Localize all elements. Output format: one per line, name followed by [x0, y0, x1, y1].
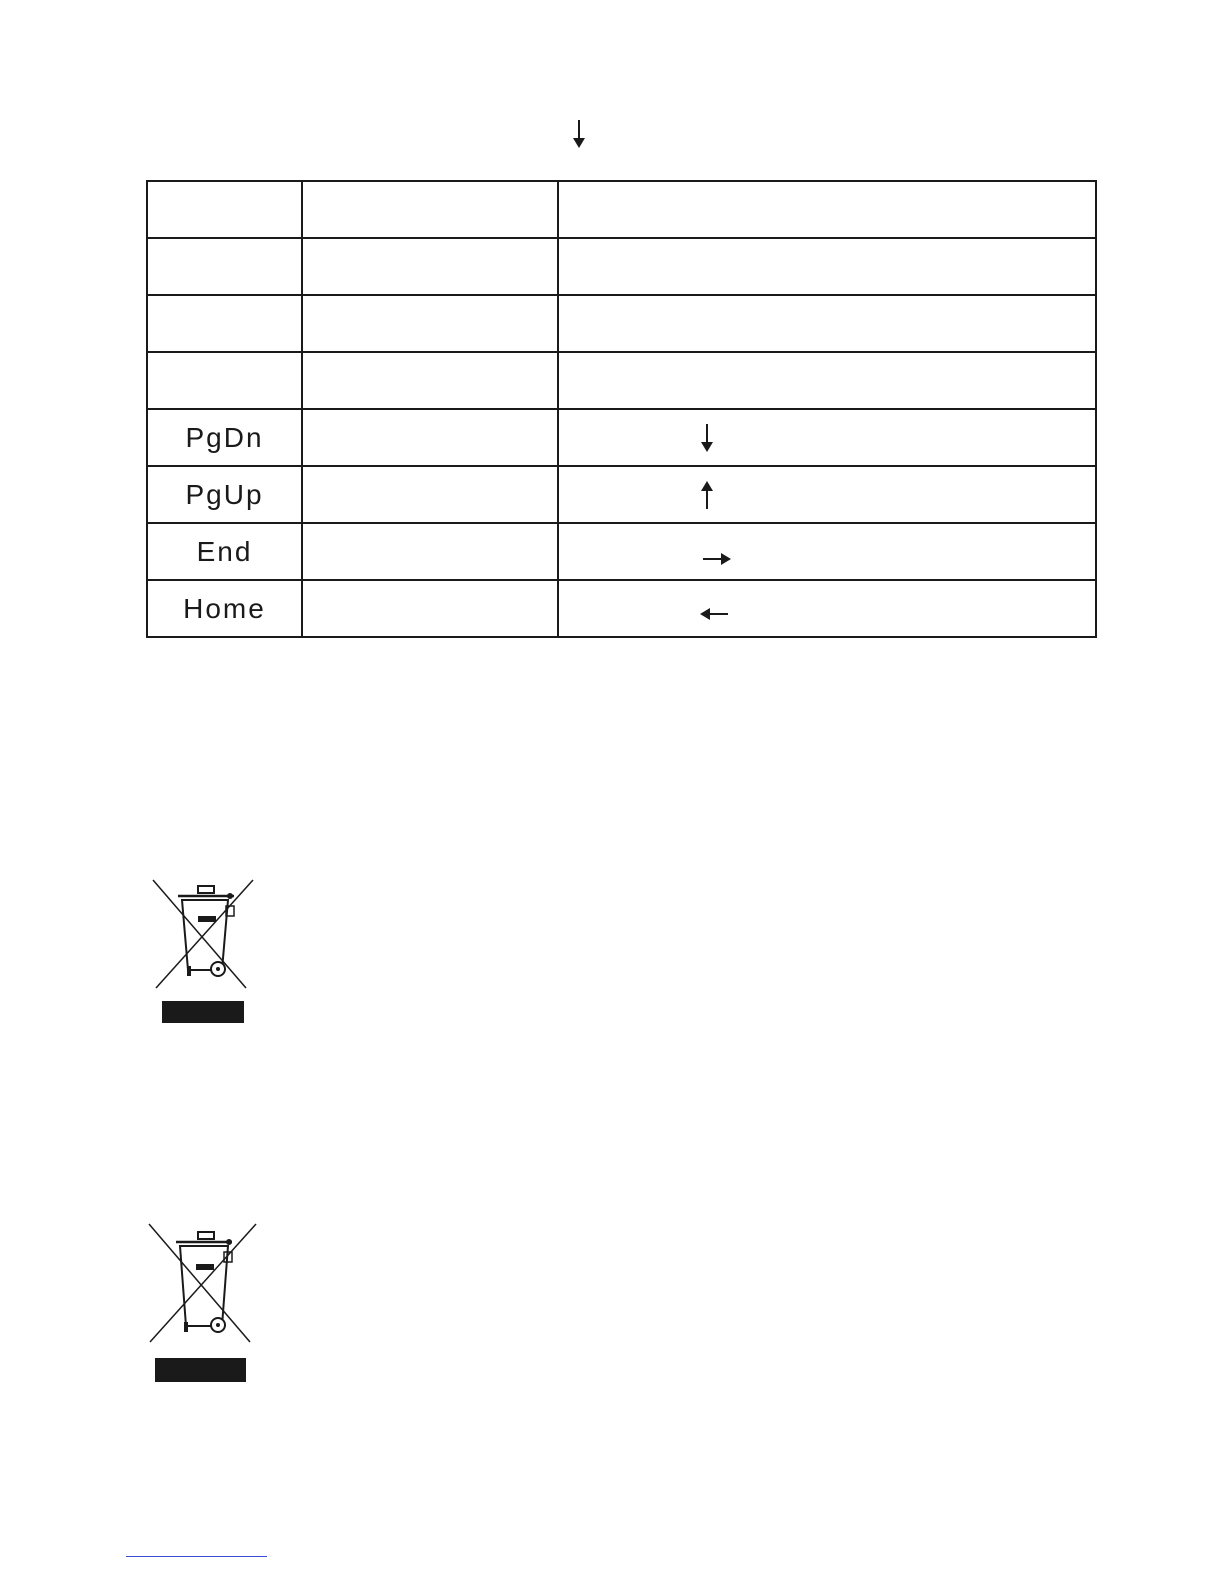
function-cell: [302, 352, 558, 409]
table-row: [147, 523, 1096, 580]
key-cell: [147, 238, 302, 295]
key-cell: Home: [147, 580, 302, 637]
description-cell: [558, 295, 1096, 352]
link-underline: [126, 1556, 267, 1557]
description-cell: [558, 523, 1096, 580]
arrow-right-icon: [701, 551, 733, 567]
description-cell: [558, 466, 1096, 523]
key-cell: PgDn: [147, 409, 302, 466]
key-cell: End: [147, 523, 302, 580]
description-cell: [558, 409, 1096, 466]
function-cell: [302, 238, 558, 295]
arrow-left-icon: [698, 606, 730, 622]
table-row: [147, 580, 1096, 637]
table-row: [147, 352, 1096, 409]
crossed-out-wheelie-bin-icon: [146, 1222, 258, 1384]
key-cell: [147, 181, 302, 238]
key-cell: [147, 295, 302, 352]
key-cell: PgUp: [147, 466, 302, 523]
description-cell: [558, 580, 1096, 637]
function-cell: [302, 409, 558, 466]
table-row: [147, 181, 1096, 238]
key-cell: [147, 352, 302, 409]
function-cell: [302, 580, 558, 637]
function-cell: [302, 466, 558, 523]
key-function-table: [146, 180, 1097, 638]
function-cell: [302, 295, 558, 352]
crossed-out-wheelie-bin-icon: [150, 878, 256, 1026]
table-row: [147, 466, 1096, 523]
table-row: [147, 238, 1096, 295]
description-cell: [558, 238, 1096, 295]
arrow-up-icon: [699, 479, 715, 511]
arrow-down-icon: [568, 118, 590, 150]
arrow-down-icon: [699, 422, 715, 454]
table-row: [147, 295, 1096, 352]
description-cell: [558, 181, 1096, 238]
description-cell: [558, 352, 1096, 409]
function-cell: [302, 181, 558, 238]
function-cell: [302, 523, 558, 580]
table-row: [147, 409, 1096, 466]
weee-symbol: [146, 1222, 258, 1384]
weee-symbol: [150, 878, 256, 1026]
